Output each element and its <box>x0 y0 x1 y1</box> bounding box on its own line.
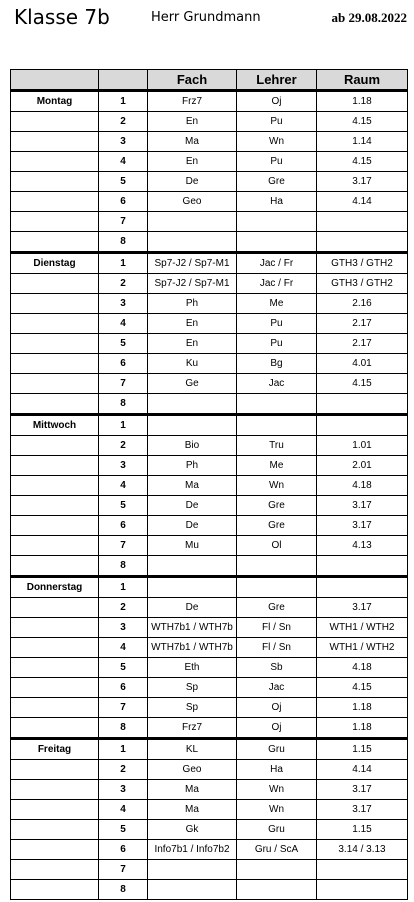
table-row <box>11 394 408 415</box>
lehrer-cell: Pu <box>237 112 317 132</box>
raum-cell <box>317 577 408 598</box>
raum-cell <box>317 232 408 253</box>
lehrer-cell: Gru <box>237 739 317 760</box>
period-number-cell: 2 <box>99 274 148 294</box>
fach-cell: Ge <box>148 374 237 394</box>
lehrer-cell: Me <box>237 294 317 314</box>
day-name-cell <box>11 820 99 840</box>
lehrer-cell: Wn <box>237 132 317 152</box>
raum-cell <box>317 880 408 900</box>
fach-cell <box>148 556 237 577</box>
period-number-cell: 2 <box>99 598 148 618</box>
day-name-cell <box>11 112 99 132</box>
header-period <box>99 70 148 91</box>
day-name-cell <box>11 860 99 880</box>
raum-cell: 4.15 <box>317 112 408 132</box>
table-row <box>11 598 408 618</box>
fach-cell: Ph <box>148 294 237 314</box>
table-row <box>11 780 408 800</box>
lehrer-cell: Ha <box>237 192 317 212</box>
day-name-cell: Dienstag <box>11 253 99 274</box>
fach-cell <box>148 394 237 415</box>
fach-cell: WTH7b1 / WTH7b <box>148 618 237 638</box>
period-number-cell: 3 <box>99 780 148 800</box>
fach-cell: Eth <box>148 658 237 678</box>
period-number-cell: 5 <box>99 334 148 354</box>
fach-cell: Mu <box>148 536 237 556</box>
period-number-cell: 6 <box>99 516 148 536</box>
day-name-cell: Montag <box>11 91 99 112</box>
table-row <box>11 415 408 436</box>
header-raum: Raum <box>317 70 408 91</box>
day-name-cell <box>11 760 99 780</box>
day-name-cell: Mittwoch <box>11 415 99 436</box>
fach-cell: De <box>148 496 237 516</box>
lehrer-cell: Jac <box>237 678 317 698</box>
raum-cell: 3.17 <box>317 800 408 820</box>
day-name-cell <box>11 496 99 516</box>
table-row <box>11 496 408 516</box>
lehrer-cell: Jac / Fr <box>237 274 317 294</box>
table-row <box>11 718 408 739</box>
lehrer-cell <box>237 860 317 880</box>
lehrer-cell: Pu <box>237 334 317 354</box>
day-name-cell: Freitag <box>11 739 99 760</box>
day-name-cell: Donnerstag <box>11 577 99 598</box>
table-row <box>11 294 408 314</box>
lehrer-cell <box>237 394 317 415</box>
page-title: Klasse 7b <box>14 5 110 29</box>
day-name-cell <box>11 880 99 900</box>
day-name-cell <box>11 536 99 556</box>
fach-cell: De <box>148 598 237 618</box>
fach-cell: Ma <box>148 780 237 800</box>
header-lehrer: Lehrer <box>237 70 317 91</box>
lehrer-cell: Gre <box>237 172 317 192</box>
lehrer-cell: Wn <box>237 476 317 496</box>
raum-cell: 1.18 <box>317 718 408 739</box>
raum-cell: 2.16 <box>317 294 408 314</box>
fach-cell <box>148 232 237 253</box>
fach-cell: Info7b1 / Info7b2 <box>148 840 237 860</box>
lehrer-cell: Jac <box>237 374 317 394</box>
day-name-cell <box>11 374 99 394</box>
table-row <box>11 232 408 253</box>
raum-cell: WTH1 / WTH2 <box>317 618 408 638</box>
lehrer-cell: Pu <box>237 152 317 172</box>
lehrer-cell: Gre <box>237 516 317 536</box>
raum-cell <box>317 394 408 415</box>
raum-cell: 4.14 <box>317 192 408 212</box>
lehrer-cell: Oj <box>237 718 317 739</box>
table-row <box>11 678 408 698</box>
day-name-cell <box>11 212 99 232</box>
lehrer-cell: Pu <box>237 314 317 334</box>
day-name-cell <box>11 800 99 820</box>
day-name-cell <box>11 780 99 800</box>
lehrer-cell: Jac / Fr <box>237 253 317 274</box>
period-number-cell: 7 <box>99 374 148 394</box>
timetable <box>10 69 408 900</box>
raum-cell: 1.18 <box>317 91 408 112</box>
timetable-body <box>11 91 408 900</box>
period-number-cell: 3 <box>99 456 148 476</box>
table-row <box>11 274 408 294</box>
day-name-cell <box>11 152 99 172</box>
day-name-cell <box>11 618 99 638</box>
raum-cell: 4.14 <box>317 760 408 780</box>
day-name-cell <box>11 698 99 718</box>
table-row <box>11 314 408 334</box>
period-number-cell: 4 <box>99 638 148 658</box>
period-number-cell: 1 <box>99 91 148 112</box>
table-row <box>11 638 408 658</box>
header-day <box>11 70 99 91</box>
raum-cell <box>317 212 408 232</box>
day-name-cell <box>11 294 99 314</box>
table-row <box>11 91 408 112</box>
fach-cell: Ku <box>148 354 237 374</box>
fach-cell: Ph <box>148 456 237 476</box>
raum-cell: 1.15 <box>317 820 408 840</box>
table-row <box>11 354 408 374</box>
day-name-cell <box>11 314 99 334</box>
lehrer-cell <box>237 415 317 436</box>
period-number-cell: 5 <box>99 496 148 516</box>
period-number-cell: 3 <box>99 618 148 638</box>
period-number-cell: 3 <box>99 132 148 152</box>
period-number-cell: 2 <box>99 112 148 132</box>
table-row <box>11 374 408 394</box>
day-name-cell <box>11 598 99 618</box>
raum-cell: GTH3 / GTH2 <box>317 274 408 294</box>
fach-cell: En <box>148 152 237 172</box>
table-row <box>11 516 408 536</box>
lehrer-cell: Ha <box>237 760 317 780</box>
fach-cell: Sp <box>148 678 237 698</box>
table-row <box>11 618 408 638</box>
raum-cell: 3.14 / 3.13 <box>317 840 408 860</box>
page-header <box>0 0 414 40</box>
fach-cell: Frz7 <box>148 91 237 112</box>
raum-cell: 1.14 <box>317 132 408 152</box>
period-number-cell: 6 <box>99 840 148 860</box>
table-row <box>11 880 408 900</box>
raum-cell: 3.17 <box>317 516 408 536</box>
lehrer-cell: Wn <box>237 780 317 800</box>
fach-cell: Ma <box>148 132 237 152</box>
fach-cell: De <box>148 516 237 536</box>
lehrer-cell: Me <box>237 456 317 476</box>
raum-cell: 1.01 <box>317 436 408 456</box>
day-name-cell <box>11 658 99 678</box>
period-number-cell: 6 <box>99 354 148 374</box>
table-row <box>11 840 408 860</box>
day-name-cell <box>11 678 99 698</box>
day-name-cell <box>11 232 99 253</box>
period-number-cell: 1 <box>99 253 148 274</box>
table-row <box>11 698 408 718</box>
table-row <box>11 152 408 172</box>
fach-cell <box>148 880 237 900</box>
raum-cell: WTH1 / WTH2 <box>317 638 408 658</box>
raum-cell: 2.17 <box>317 314 408 334</box>
period-number-cell: 4 <box>99 800 148 820</box>
raum-cell: 4.18 <box>317 658 408 678</box>
fach-cell: WTH7b1 / WTH7b <box>148 638 237 658</box>
raum-cell: 1.18 <box>317 698 408 718</box>
period-number-cell: 6 <box>99 678 148 698</box>
fach-cell: En <box>148 314 237 334</box>
raum-cell: 4.15 <box>317 152 408 172</box>
table-row <box>11 536 408 556</box>
table-row <box>11 212 408 232</box>
valid-from-date: ab 29.08.2022 <box>331 10 407 25</box>
table-row <box>11 456 408 476</box>
period-number-cell: 4 <box>99 476 148 496</box>
table-row <box>11 800 408 820</box>
day-name-cell <box>11 516 99 536</box>
period-number-cell: 5 <box>99 658 148 678</box>
raum-cell: 1.15 <box>317 739 408 760</box>
period-number-cell: 1 <box>99 577 148 598</box>
raum-cell <box>317 860 408 880</box>
period-number-cell: 7 <box>99 212 148 232</box>
table-row <box>11 172 408 192</box>
period-number-cell: 2 <box>99 436 148 456</box>
lehrer-cell: Gru <box>237 820 317 840</box>
lehrer-cell <box>237 232 317 253</box>
table-row <box>11 739 408 760</box>
fach-cell: Sp <box>148 698 237 718</box>
raum-cell: 3.17 <box>317 780 408 800</box>
table-row <box>11 860 408 880</box>
lehrer-cell: Oj <box>237 698 317 718</box>
fach-cell: En <box>148 334 237 354</box>
lehrer-cell: Wn <box>237 800 317 820</box>
raum-cell <box>317 556 408 577</box>
lehrer-cell <box>237 556 317 577</box>
period-number-cell: 8 <box>99 556 148 577</box>
fach-cell: En <box>148 112 237 132</box>
period-number-cell: 5 <box>99 820 148 840</box>
table-row <box>11 253 408 274</box>
period-number-cell: 8 <box>99 232 148 253</box>
day-name-cell <box>11 274 99 294</box>
day-name-cell <box>11 556 99 577</box>
lehrer-cell: Fl / Sn <box>237 638 317 658</box>
day-name-cell <box>11 840 99 860</box>
lehrer-cell: Fl / Sn <box>237 618 317 638</box>
period-number-cell: 1 <box>99 739 148 760</box>
period-number-cell: 7 <box>99 860 148 880</box>
day-name-cell <box>11 394 99 415</box>
table-row <box>11 760 408 780</box>
fach-cell: Gk <box>148 820 237 840</box>
period-number-cell: 4 <box>99 314 148 334</box>
table-row <box>11 556 408 577</box>
lehrer-cell: Ol <box>237 536 317 556</box>
table-row <box>11 820 408 840</box>
lehrer-cell: Sb <box>237 658 317 678</box>
day-name-cell <box>11 132 99 152</box>
lehrer-cell <box>237 577 317 598</box>
fach-cell: Geo <box>148 760 237 780</box>
raum-cell: 3.17 <box>317 598 408 618</box>
table-row <box>11 436 408 456</box>
fach-cell: Frz7 <box>148 718 237 739</box>
table-row <box>11 132 408 152</box>
raum-cell: 4.18 <box>317 476 408 496</box>
lehrer-cell: Oj <box>237 91 317 112</box>
raum-cell: 2.01 <box>317 456 408 476</box>
lehrer-cell: Bg <box>237 354 317 374</box>
table-row <box>11 192 408 212</box>
raum-cell: 2.17 <box>317 334 408 354</box>
table-row <box>11 112 408 132</box>
teacher-name: Herr Grundmann <box>151 10 261 25</box>
raum-cell: 3.17 <box>317 172 408 192</box>
period-number-cell: 8 <box>99 394 148 415</box>
day-name-cell <box>11 476 99 496</box>
period-number-cell: 8 <box>99 718 148 739</box>
period-number-cell: 7 <box>99 698 148 718</box>
fach-cell: Geo <box>148 192 237 212</box>
raum-cell: 4.13 <box>317 536 408 556</box>
header-fach: Fach <box>148 70 237 91</box>
raum-cell: 4.15 <box>317 374 408 394</box>
day-name-cell <box>11 436 99 456</box>
period-number-cell: 3 <box>99 294 148 314</box>
lehrer-cell: Gre <box>237 598 317 618</box>
day-name-cell <box>11 456 99 476</box>
fach-cell <box>148 415 237 436</box>
fach-cell: Ma <box>148 800 237 820</box>
raum-cell: 4.01 <box>317 354 408 374</box>
fach-cell: De <box>148 172 237 192</box>
period-number-cell: 8 <box>99 880 148 900</box>
period-number-cell: 1 <box>99 415 148 436</box>
lehrer-cell: Gre <box>237 496 317 516</box>
period-number-cell: 2 <box>99 760 148 780</box>
lehrer-cell <box>237 880 317 900</box>
table-header-row <box>11 70 408 91</box>
period-number-cell: 6 <box>99 192 148 212</box>
day-name-cell <box>11 638 99 658</box>
raum-cell: GTH3 / GTH2 <box>317 253 408 274</box>
fach-cell: Ma <box>148 476 237 496</box>
raum-cell: 4.15 <box>317 678 408 698</box>
fach-cell: KL <box>148 739 237 760</box>
lehrer-cell: Tru <box>237 436 317 456</box>
fach-cell: Sp7-J2 / Sp7-M1 <box>148 274 237 294</box>
table-row <box>11 476 408 496</box>
lehrer-cell: Gru / ScA <box>237 840 317 860</box>
table-row <box>11 577 408 598</box>
day-name-cell <box>11 172 99 192</box>
day-name-cell <box>11 718 99 739</box>
fach-cell <box>148 860 237 880</box>
period-number-cell: 7 <box>99 536 148 556</box>
raum-cell: 3.17 <box>317 496 408 516</box>
raum-cell <box>317 415 408 436</box>
fach-cell: Sp7-J2 / Sp7-M1 <box>148 253 237 274</box>
fach-cell <box>148 212 237 232</box>
fach-cell: Bio <box>148 436 237 456</box>
day-name-cell <box>11 354 99 374</box>
day-name-cell <box>11 334 99 354</box>
table-row <box>11 658 408 678</box>
day-name-cell <box>11 192 99 212</box>
fach-cell <box>148 577 237 598</box>
period-number-cell: 5 <box>99 172 148 192</box>
table-row <box>11 334 408 354</box>
period-number-cell: 4 <box>99 152 148 172</box>
lehrer-cell <box>237 212 317 232</box>
